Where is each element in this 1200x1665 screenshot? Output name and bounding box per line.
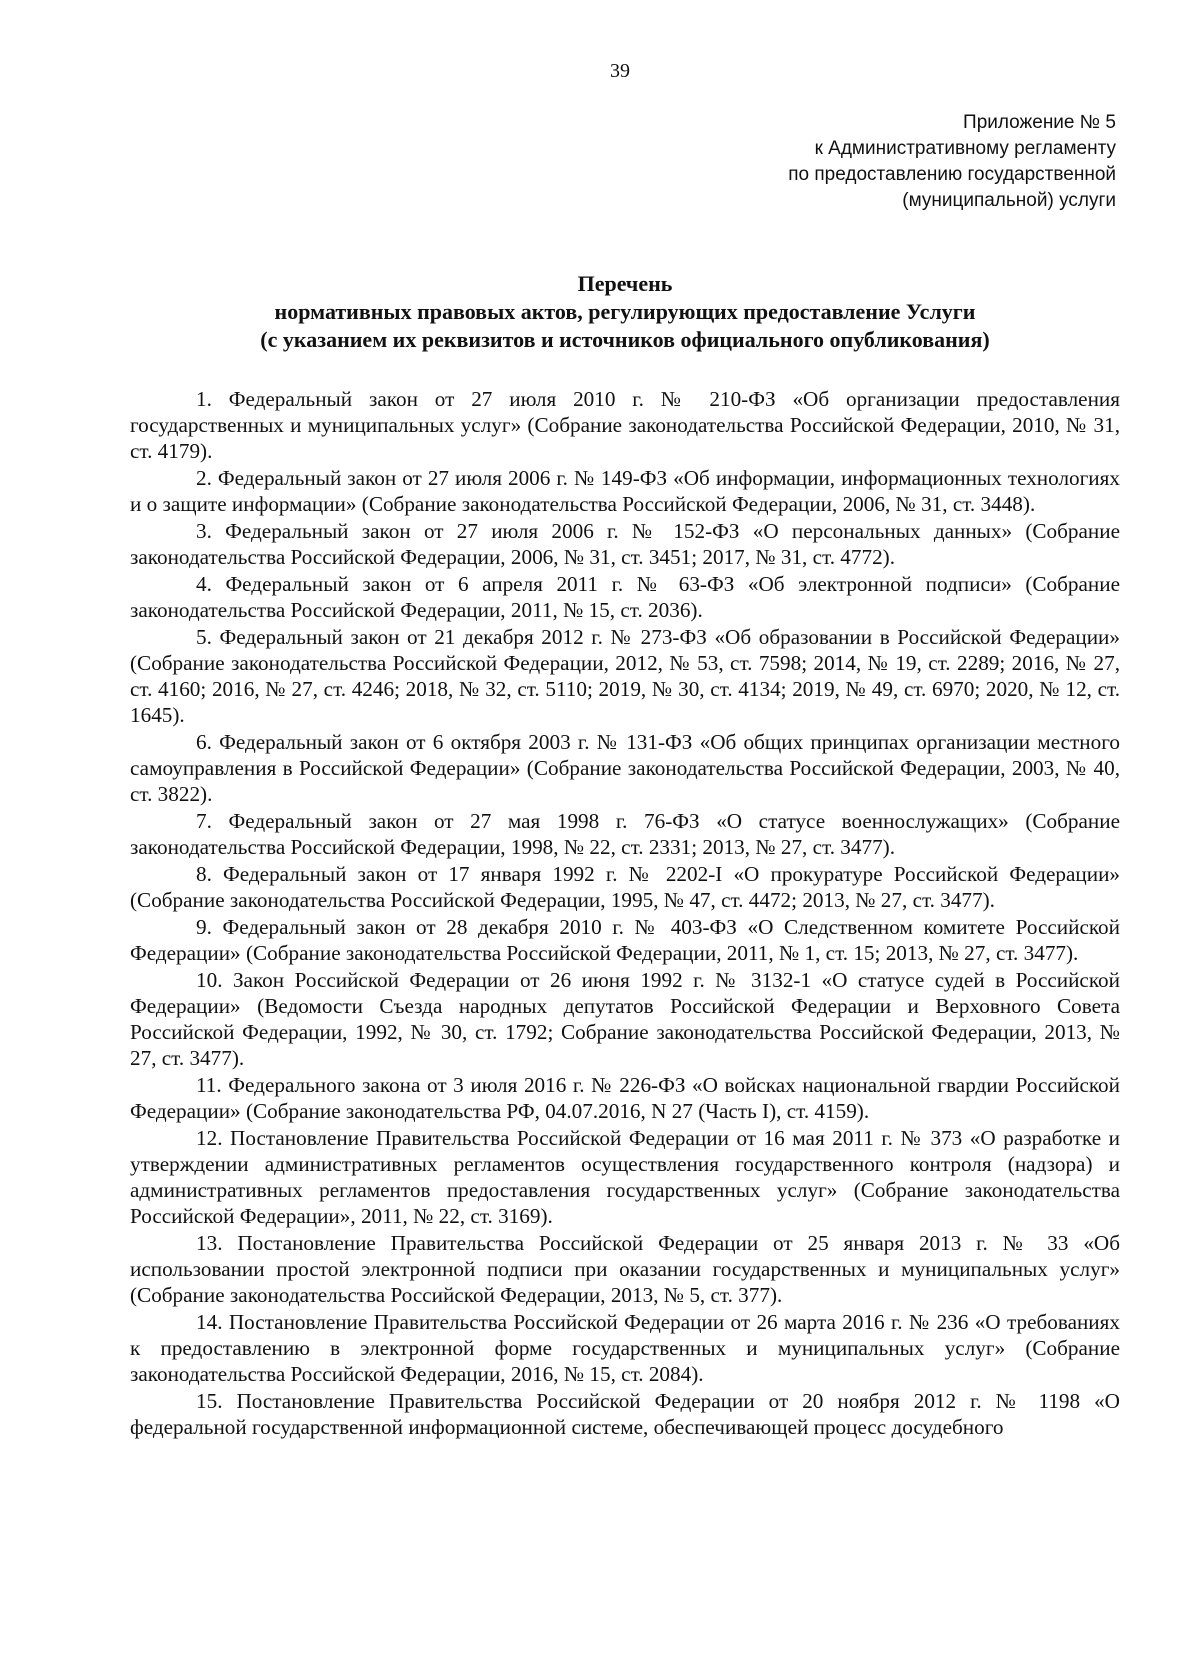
list-item: 11. Федерального закона от 3 июля 2016 г. № 226-ФЗ «О войсках национальной гвардии Российской Федерации» (Собрание законодательства РФ, 04.07.2016, N 27 (Часть I), ст. 4159). bbox=[130, 1073, 1120, 1123]
list-item: 8. Федеральный закон от 17 января 1992 г. № 2202-I «О прокуратуре Российской Федерации» (Собрание законодательства Российской Федерации, 1995, № 47, ст. 4472; 2013, № 27, ст. 3477). bbox=[130, 862, 1120, 912]
list-item: 6. Федеральный закон от 6 октября 2003 г. № 131-ФЗ «Об общих принципах организации местного самоуправления в Российской Федерации» (Собрание законодательства Российской Федерации, 2003, № 40, ст. 3822). bbox=[130, 730, 1120, 806]
list-item: 14. Постановление Правительства Российской Федерации от 26 марта 2016 г. № 236 «О требованиях к предоставлению в электронной форме государственных и муниципальных услуг» (Собрание законодательства Российской Федерации, 2016, № 15, ст. 2084). bbox=[130, 1310, 1120, 1386]
title-line: нормативных правовых актов, регулирующих предоставление Услуги bbox=[274, 299, 976, 324]
appendix-line: (муниципальной) услуги bbox=[902, 190, 1116, 211]
list-item: 13. Постановление Правительства Российской Федерации от 25 января 2013 г. № 33 «Об использовании простой электронной подписи при оказании государственных и муниципальных услуг» (Собрание законодательства Российской Федерации, 2013, № 5, ст. 377). bbox=[130, 1231, 1120, 1307]
list-item: 9. Федеральный закон от 28 декабря 2010 г. № 403-ФЗ «О Следственном комитете Российской Федерации» (Собрание законодательства Российской Федерации, 2011, № 1, ст. 15; 2013, № 27, ст. 3477). bbox=[130, 915, 1120, 965]
list-item: 5. Федеральный закон от 21 декабря 2012 г. № 273-ФЗ «Об образовании в Российской Федерации» (Собрание законодательства Российской Федерации, 2012, № 53, ст. 7598; 2014, № 19, ст. 2289; 2016, № 27, ст. 4160; 2016, № 27, ст. 4246; 2018, № 32, ст. 5110; 2019, № 30, ст. 4134; 2019, № 49, ст. 6970; 2020, № 12, ст. 1645). bbox=[130, 625, 1120, 727]
list-item: 2. Федеральный закон от 27 июля 2006 г. № 149-ФЗ «Об информации, информационных технологиях и о защите информации» (Собрание законодательства Российской Федерации, 2006, № 31, ст. 3448). bbox=[130, 466, 1120, 516]
list-item: 4. Федеральный закон от 6 апреля 2011 г. № 63-ФЗ «Об электронной подписи» (Собрание законодательства Российской Федерации, 2011, № 15, ст. 2036). bbox=[130, 572, 1120, 622]
list-item: 12. Постановление Правительства Российской Федерации от 16 мая 2011 г. № 373 «О разработке и утверждении административных регламентов осуществления государственного контроля (надзора) и административных регламентов предоставления государственных услуг» (Собрание законодательства Российской Федерации», 2011, № 22, ст. 3169). bbox=[130, 1126, 1120, 1228]
title-line: Перечень bbox=[577, 271, 673, 296]
appendix-line: по предоставлению государственной bbox=[788, 164, 1116, 185]
list-item: 1. Федеральный закон от 27 июля 2010 г. № 210-ФЗ «Об организации предоставления государственных и муниципальных услуг» (Собрание законодательства Российской Федерации, 2010, № 31, ст. 4179). bbox=[130, 387, 1120, 463]
appendix-line: Приложение № 5 bbox=[963, 112, 1116, 133]
document-title bbox=[130, 270, 1120, 354]
appendix-header bbox=[788, 110, 1116, 214]
legal-acts-list bbox=[130, 386, 1120, 1441]
title-line: (с указанием их реквизитов и источников официального опубликования) bbox=[260, 327, 990, 352]
list-item: 10. Закон Российской Федерации от 26 июня 1992 г. № 3132-1 «О статусе судей в Российской Федерации» (Ведомости Съезда народных депутатов Российской Федерации и Верховного Совета Российской Федерации, 1992, № 30, ст. 1792; Собрание законодательства Российской Федерации, 2013, № 27, ст. 3477). bbox=[130, 968, 1120, 1070]
page-number: 39 bbox=[610, 60, 630, 82]
appendix-line: к Административному регламенту bbox=[814, 138, 1116, 159]
list-item: 15. Постановление Правительства Российской Федерации от 20 ноября 2012 г. № 1198 «О федеральной государственной информационной системе, обеспечивающей процесс досудебного bbox=[130, 1389, 1120, 1439]
list-item: 7. Федеральный закон от 27 мая 1998 г. 76-ФЗ «О статусе военнослужащих» (Собрание законодательства Российской Федерации, 1998, № 22, ст. 2331; 2013, № 27, ст. 3477). bbox=[130, 809, 1120, 859]
list-item: 3. Федеральный закон от 27 июля 2006 г. № 152-ФЗ «О персональных данных» (Собрание законодательства Российской Федерации, 2006, № 31, ст. 3451; 2017, № 31, ст. 4772). bbox=[130, 519, 1120, 569]
